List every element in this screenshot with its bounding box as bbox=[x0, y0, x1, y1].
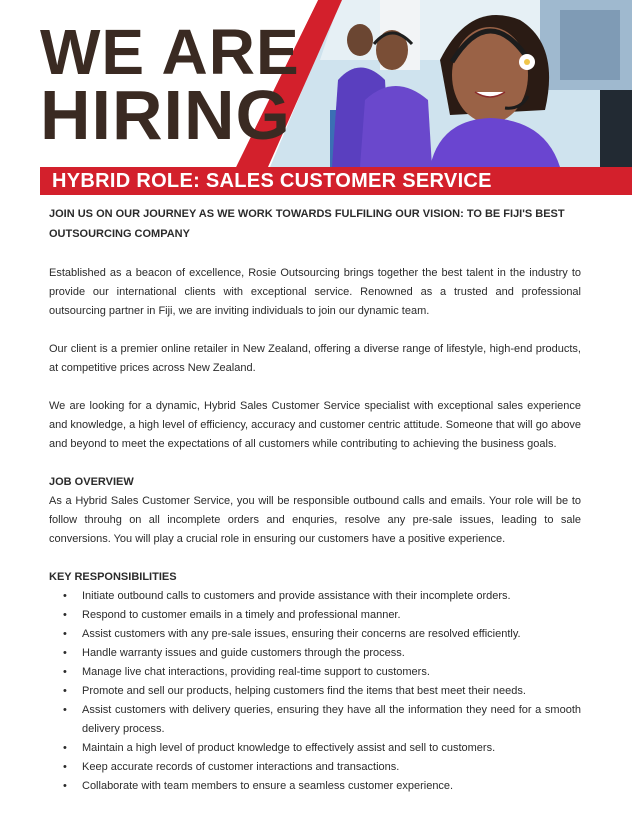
list-item: • Assist customers with delivery queries, ensuring they have all the information they need for a smooth delivery process. bbox=[49, 701, 581, 739]
responsibilities-list bbox=[49, 587, 581, 796]
headline-hiring: HIRING bbox=[40, 76, 291, 154]
lead-statement: JOIN US ON OUR JOURNEY AS WE WORK TOWARDS FULFILING OUR VISION: TO BE FIJI'S BEST OUTSOURCING COMPANY bbox=[49, 208, 565, 240]
job-overview-text: As a Hybrid Sales Customer Service, you will be responsible outbound calls and emails. Your role will be to follow throuhg on all incomplete orders and enquries, resolve any pre-sale issues, leading to sale conversions. You will play a crucial role in ensuring our customers have a positive experience. bbox=[49, 495, 581, 545]
list-item: • Initiate outbound calls to customers and provide assistance with their incomplete orders. bbox=[49, 587, 581, 606]
headline-we-are: WE ARE bbox=[40, 16, 300, 88]
job-overview-heading: JOB OVERVIEW bbox=[49, 476, 134, 488]
job-description bbox=[49, 204, 581, 796]
candidate-paragraph: We are looking for a dynamic, Hybrid Sales Customer Service specialist with exceptional sales experience and knowledge, a high level of efficiency, accuracy and customer centric attitude. Someone that will go above and beyond to meet the expectations of all customers while contributing to achieving the business goals. bbox=[49, 400, 581, 450]
role-title-banner: HYBRID ROLE: SALES CUSTOMER SERVICE bbox=[40, 167, 632, 195]
list-item: • Collaborate with team members to ensure a seamless customer experience. bbox=[49, 777, 581, 796]
list-item: • Respond to customer emails in a timely and professional manner. bbox=[49, 606, 581, 625]
list-item: • Handle warranty issues and guide customers through the process. bbox=[49, 644, 581, 663]
list-item: • Keep accurate records of customer interactions and transactions. bbox=[49, 758, 581, 777]
intro-paragraph: Established as a beacon of excellence, Rosie Outsourcing brings together the best talent in the industry to provide our international clients with exceptional service. Renowned as a trusted and professional outsourcing partner in Fiji, we are inviting individuals to join our dynamic team. bbox=[49, 267, 581, 317]
list-item: • Promote and sell our products, helping customers find the items that best meet their needs. bbox=[49, 682, 581, 701]
list-item: • Assist customers with any pre-sale issues, ensuring their concerns are resolved efficiently. bbox=[49, 625, 581, 644]
client-paragraph: Our client is a premier online retailer in New Zealand, offering a diverse range of lifestyle, high-end products, at competitive prices across New Zealand. bbox=[49, 343, 581, 374]
list-item: • Manage live chat interactions, providing real-time support to customers. bbox=[49, 663, 581, 682]
key-responsibilities-heading: KEY RESPONSIBILITIES bbox=[49, 571, 177, 583]
hero-banner bbox=[0, 0, 632, 195]
list-item: • Maintain a high level of product knowledge to effectively assist and sell to customers. bbox=[49, 739, 581, 758]
